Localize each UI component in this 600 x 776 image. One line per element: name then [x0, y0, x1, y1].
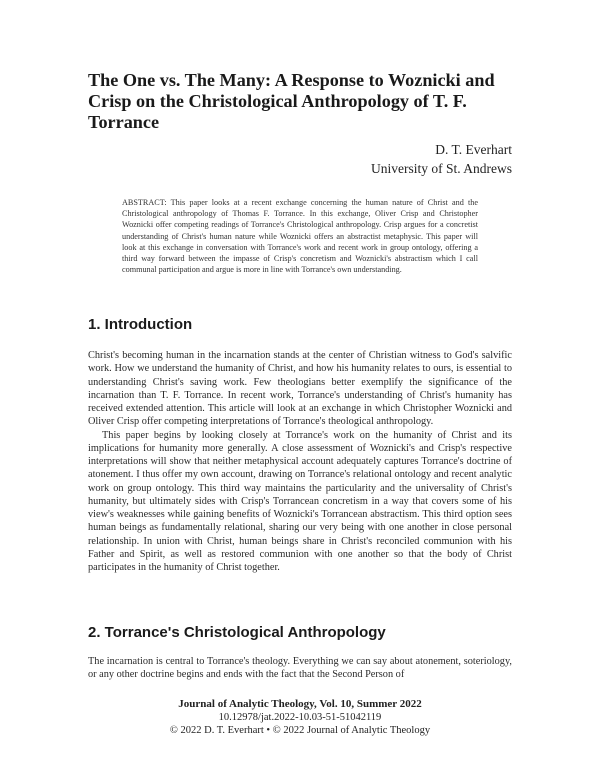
doi: 10.12978/jat.2022-10.03-51-51042119 — [218, 712, 382, 723]
page-footer — [0, 698, 600, 737]
author-affiliation: University of St. Andrews — [371, 161, 512, 176]
introduction-body — [88, 349, 512, 574]
copyright: © 2022 D. T. Everhart • © 2022 Journal of Analytic Theology — [169, 725, 431, 736]
author-block — [371, 140, 512, 178]
author-name: D. T. Everhart — [435, 142, 512, 157]
paragraph: Christ's becoming human in the incarnation stands at the center of Christian witness to God's salvific work. How we understand the humanity of Christ, and how his humanity relates to ours, is essential to understanding Christ's saving work. Few theologians better exemplify the significance of the incarnation than T. F. Torrance. In recent work, Torrance's understanding of Christ's humanity has received extended attention. This article will look at an exchange in which Christopher Woznicki and Oliver Crisp offer competing interpretations of Torrance's theological anthropology. — [88, 350, 512, 428]
section-heading-christological-anthropology: 2. Torrance's Christological Anthropology — [88, 624, 386, 641]
paragraph: This paper begins by looking closely at Torrance's work on the humanity of Christ and its implications for humanity more generally. A close assessment of Woznicki's and Crisp's respective interpretations will show that neither metaphysical account adequately captures Torrance's doctrine of atonement. I thus offer my own account, drawing on Torrance's relational ontology and recent analytic work on group ontology. This third way maintains the particularity and the universality of Christ's humanity, but ultimately sides with Crisp's Torrancean concretism in a way that covers some of his view's weaknesses while gaining benefits of Woznicki's Torrancean abstractism. This third option sees human beings as fundamentally relational, sharing our very being with one another in close personal relationship. In union with Christ, human beings share in Christ's reconciled communion with his Father and Spirit, as well as restored communion with one another so that the body of Christ participates in the humanity of Christ together. — [88, 429, 512, 573]
paper-title: The One vs. The Many: A Response to Woznicki and Crisp on the Christological Anthropology of T. F. Torrance — [88, 70, 495, 132]
section-two-body — [88, 655, 512, 682]
section-heading-introduction: 1. Introduction — [88, 316, 193, 333]
abstract: ABSTRACT: This paper looks at a recent exchange concerning the human nature of Christ and the Christological anthropology of Thomas F. Torrance. In this exchange, Oliver Crisp and Christopher Woznicki offer competing readings of Torrance's Christological anthropology. Crisp argues for a concretist understanding of Christ's human nature while Woznicki offers an abstractist metaphysic. This paper will look at this exchange in conversation with Torrance's work and recent work in group ontology, offering a third way forward between the impasse of Crisp's concretism and Woznicki's abstractism which I call communal participation and argue is more in line with Torrance's own understanding. — [122, 198, 478, 275]
journal-citation: Journal of Analytic Theology, Vol. 10, Summer 2022 — [178, 698, 422, 710]
paragraph: The incarnation is central to Torrance's theology. Everything we can say about atonement, soteriology, or any other doctrine begins and ends with the fact that the Second Person of — [88, 656, 512, 681]
